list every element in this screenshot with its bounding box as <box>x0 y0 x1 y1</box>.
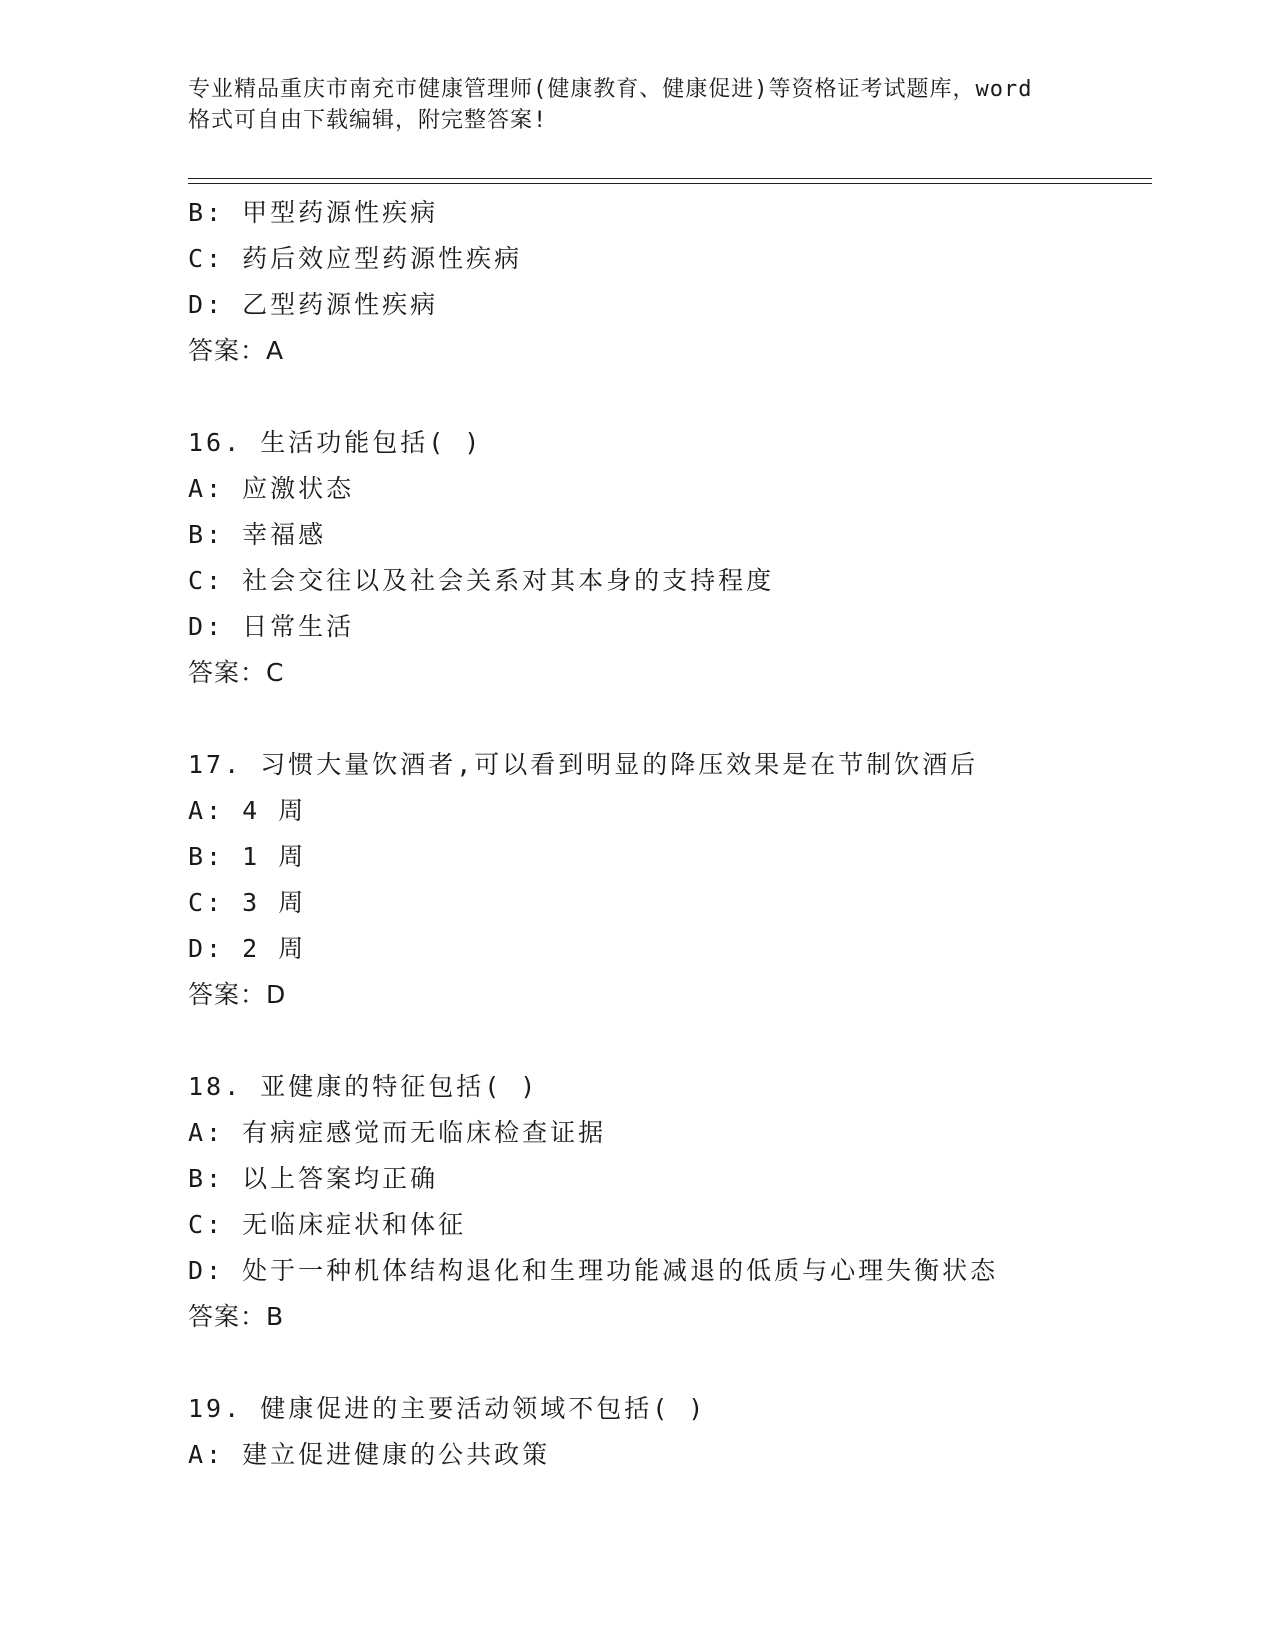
option-b: B: 以上答案均正确 <box>188 1164 439 1193</box>
option-b: B: 甲型药源性疾病 <box>188 198 439 227</box>
option-d: D: 处于一种机体结构退化和生理功能减退的低质与心理失衡状态 <box>188 1256 999 1285</box>
question-17 <box>188 742 1148 1018</box>
option-d: D: 乙型药源性疾病 <box>188 290 439 319</box>
question-text: 17. 习惯大量饮酒者,可以看到明显的降压效果是在节制饮酒后 <box>188 750 979 779</box>
header-line-2: 格式可自由下载编辑，附完整答案! <box>188 108 548 133</box>
spacer <box>188 374 1148 420</box>
answer-line: 答案：D <box>188 980 287 1009</box>
option-c: C: 社会交往以及社会关系对其本身的支持程度 <box>188 566 775 595</box>
option-d: D: 日常生活 <box>188 612 355 641</box>
question-list <box>188 190 1148 1478</box>
document-header <box>188 74 1088 136</box>
header-rule-top <box>188 178 1152 179</box>
option-a: A: 建立促进健康的公共政策 <box>188 1440 551 1469</box>
answer-line: 答案：C <box>188 658 285 687</box>
header-line-1: 专业精品重庆市南充市健康管理师(健康教育、健康促进)等资格证考试题库，word <box>188 77 1033 102</box>
option-c: C: 药后效应型药源性疾病 <box>188 244 523 273</box>
answer-line: 答案：A <box>188 336 285 365</box>
option-a: A: 应激状态 <box>188 474 355 503</box>
question-18 <box>188 1064 1148 1340</box>
question-text: 18. 亚健康的特征包括( ) <box>188 1072 539 1101</box>
spacer <box>188 1340 1148 1386</box>
spacer <box>188 696 1148 742</box>
answer-line: 答案：B <box>188 1302 285 1331</box>
option-a: A: 有病症感觉而无临床检查证据 <box>188 1118 607 1147</box>
question-text: 19. 健康促进的主要活动领域不包括( ) <box>188 1394 707 1423</box>
question-19 <box>188 1386 1148 1478</box>
question-16 <box>188 420 1148 696</box>
option-a: A: 4 周 <box>188 796 307 825</box>
question-15 <box>188 190 1148 374</box>
option-b: B: 幸福感 <box>188 520 327 549</box>
option-c: C: 3 周 <box>188 888 307 917</box>
option-d: D: 2 周 <box>188 934 307 963</box>
option-c: C: 无临床症状和体征 <box>188 1210 467 1239</box>
spacer <box>188 1018 1148 1064</box>
question-text: 16. 生活功能包括( ) <box>188 428 483 457</box>
option-b: B: 1 周 <box>188 842 307 871</box>
header-rule-bottom <box>188 183 1152 184</box>
